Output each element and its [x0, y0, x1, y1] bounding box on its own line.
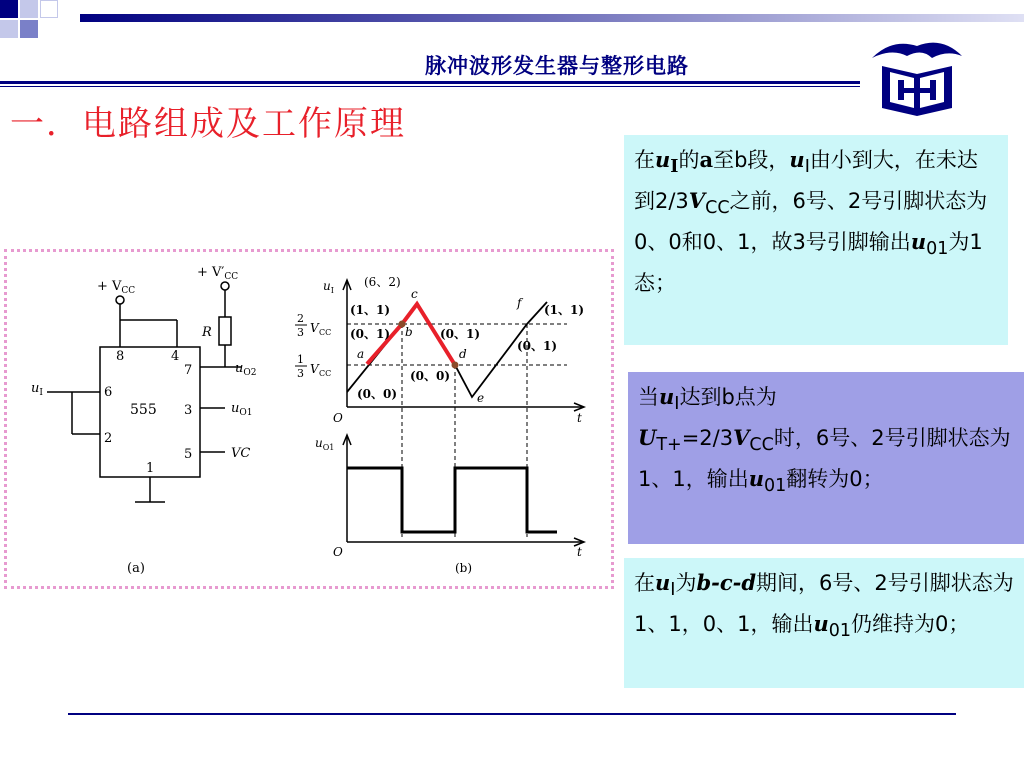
threshold-lines [347, 324, 567, 537]
vc-label: VC [231, 446, 251, 461]
pin-3: 3 [184, 403, 193, 418]
state-e-01: (0、1) [517, 339, 558, 353]
figure-a-label: (a) [127, 561, 145, 576]
output-wave [347, 468, 557, 532]
t-label: t [577, 411, 582, 425]
header-title: 脉冲波形发生器与整形电路 [425, 54, 689, 78]
circuit-figure [4, 249, 614, 589]
note-a-to-b: 在$u_I$的a至b段，$u_I$由小到大，在未达到$2/3V_{CC}$之前，6号、2号引脚状态为0、0和0、1，故3号引脚输出$u_{01}$为1态； [624, 135, 1008, 345]
pin-7: 7 [184, 363, 193, 378]
pin-4: 4 [171, 349, 180, 364]
vcc-label: + $V_{CC}$ [97, 279, 136, 296]
circuit-555 [47, 290, 242, 502]
resistor-label: R [202, 325, 212, 340]
chip-label: 555 [130, 402, 157, 418]
pin-6: 6 [104, 385, 113, 400]
pin-2: 2 [104, 431, 113, 446]
frac-1-3: 1 [297, 353, 304, 366]
svg-text:3: 3 [297, 326, 304, 339]
waveform-axes [343, 280, 584, 546]
point-c: c [411, 287, 418, 301]
header-rule [0, 81, 860, 84]
svg-text:CC: CC [319, 328, 332, 337]
point-d: d [459, 347, 467, 361]
wave-ui-label: $u_I$ [323, 279, 334, 295]
state-b-11: (1、1) [350, 303, 391, 317]
note-at-b: 当$u_I$达到b点为 $U_{T+}=2/3V_{CC}$时，6号、2号引脚状态为1、1，输出$u_{01}$翻转为0； [628, 372, 1024, 544]
svg-text:CC: CC [319, 369, 332, 378]
figure-b-label: (b) [455, 561, 473, 575]
header-rule-thin [0, 86, 860, 87]
point-e: e [477, 391, 485, 405]
ui-label: $u_I$ [31, 381, 43, 398]
state-d-01: (0、1) [440, 327, 481, 341]
frac-2-3: 2 [297, 312, 304, 325]
footer-rule [68, 713, 956, 715]
uo2-label: $u_{O2}$ [235, 361, 257, 378]
origin-label: O [333, 411, 343, 425]
svg-text:V: V [310, 362, 319, 376]
pin-8: 8 [116, 349, 125, 364]
section-title: 一．电路组成及工作原理 [10, 104, 406, 144]
top-gradient-bar [80, 14, 1024, 22]
note-b-c-d: 在$u_I$为b-c-d期间，6号、2号引脚状态为1、1，0、1，输出$u_{01}$仍维持为0； [624, 558, 1024, 688]
university-logo [862, 28, 972, 120]
vcc2-label: + $V'_{CC}$ [197, 265, 239, 282]
corner-decoration [0, 0, 80, 40]
state-a-00: (0、0) [357, 387, 398, 401]
point-b: b [405, 325, 413, 339]
origin-label-2: O [333, 545, 343, 559]
pin-5: 5 [184, 447, 193, 462]
point-a: a [357, 347, 365, 361]
state-d-00: (0、0) [410, 369, 451, 383]
t-label-2: t [577, 545, 582, 559]
svg-text:V: V [310, 321, 319, 335]
wave-uo1-label: $u_{O1}$ [315, 436, 335, 452]
pin-1: 1 [146, 461, 155, 476]
svg-text:3: 3 [297, 367, 304, 380]
state-b-01: (0、1) [350, 327, 391, 341]
point-f: f [517, 296, 522, 310]
state-6-2: (6、2) [364, 275, 401, 289]
uo1-label: $u_{O1}$ [231, 401, 253, 418]
state-f-11: (1、1) [544, 303, 585, 317]
